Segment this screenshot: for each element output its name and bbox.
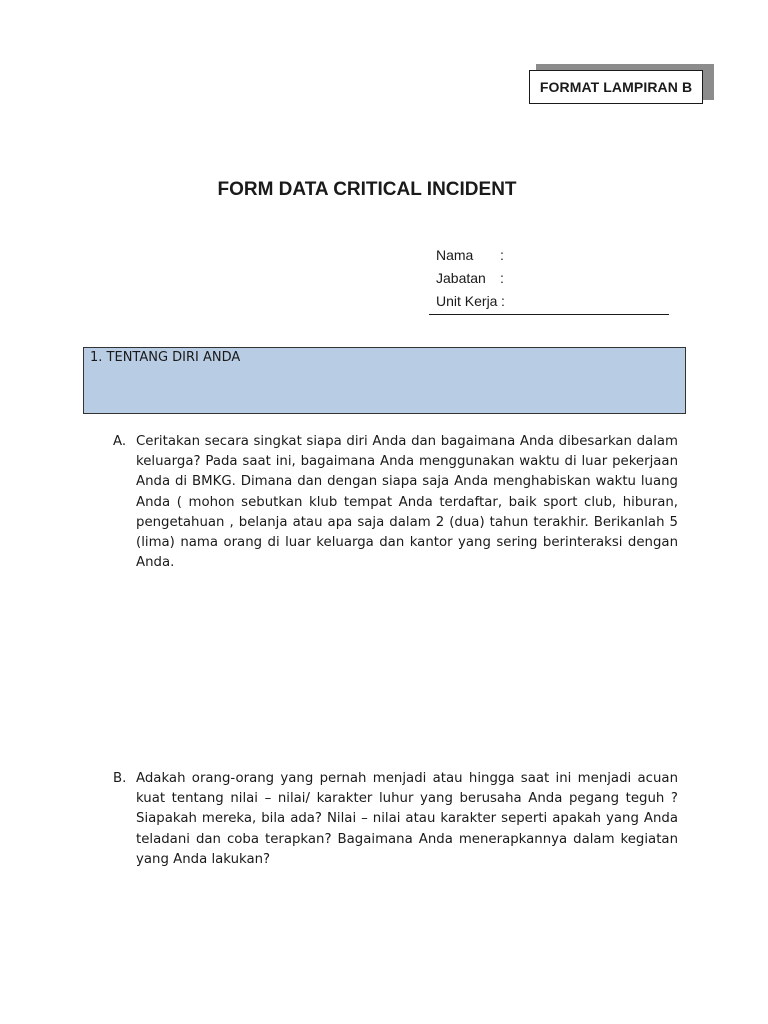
question-a bbox=[113, 432, 678, 573]
identity-label-unit-kerja: Unit Kerja bbox=[436, 293, 498, 309]
question-b-text: Adakah orang-orang yang pernah menjadi atau hingga saat ini menjadi acuan kuat tentang nilai – nilai/ karakter luhur yang berusaha Anda pegang teguh ? Siapakah mereka, bila ada? Nilai – nilai atau karakter seperti apakah yang Anda teladani dan coba terapkan? Bagaimana Anda menerapkannya dalam kegiatan yang Anda lakukan? bbox=[136, 771, 678, 867]
page-title: FORM DATA CRITICAL INCIDENT bbox=[217, 179, 517, 200]
lampiran-label: FORMAT LAMPIRAN B bbox=[539, 79, 693, 95]
identity-underline bbox=[429, 314, 669, 315]
question-a-text: Ceritakan secara singkat siapa diri Anda dan bagaimana Anda dibesarkan dalam keluarga? Pada saat ini, bagaimana Anda menggunakan waktu di luar pekerjaan Anda di BMKG. Dimana dan dengan siapa saja Anda menghabiskan waktu luang Anda ( mohon sebutkan klub tempat Anda terdaftar, baik sport club, hiburan, pengetahuan , belanja atau apa saja dalam 2 (dua) tahun terakhir. Berikanlah 5 (lima) nama orang di luar keluarga dan kantor yang sering berinteraksi dengan Anda. bbox=[136, 434, 678, 571]
section-header-box bbox=[83, 347, 686, 414]
question-a-letter: A. bbox=[113, 434, 127, 449]
lampiran-label-box bbox=[529, 70, 703, 104]
question-b-letter: B. bbox=[113, 771, 127, 786]
identity-colon-unit-kerja: : bbox=[501, 293, 505, 309]
identity-label-jabatan: Jabatan bbox=[436, 270, 486, 286]
section-heading: 1. TENTANG DIRI ANDA bbox=[90, 350, 241, 365]
question-b bbox=[113, 769, 678, 870]
identity-colon-nama: : bbox=[500, 247, 504, 263]
identity-colon-jabatan: : bbox=[500, 270, 504, 286]
identity-label-nama: Nama bbox=[436, 247, 474, 263]
